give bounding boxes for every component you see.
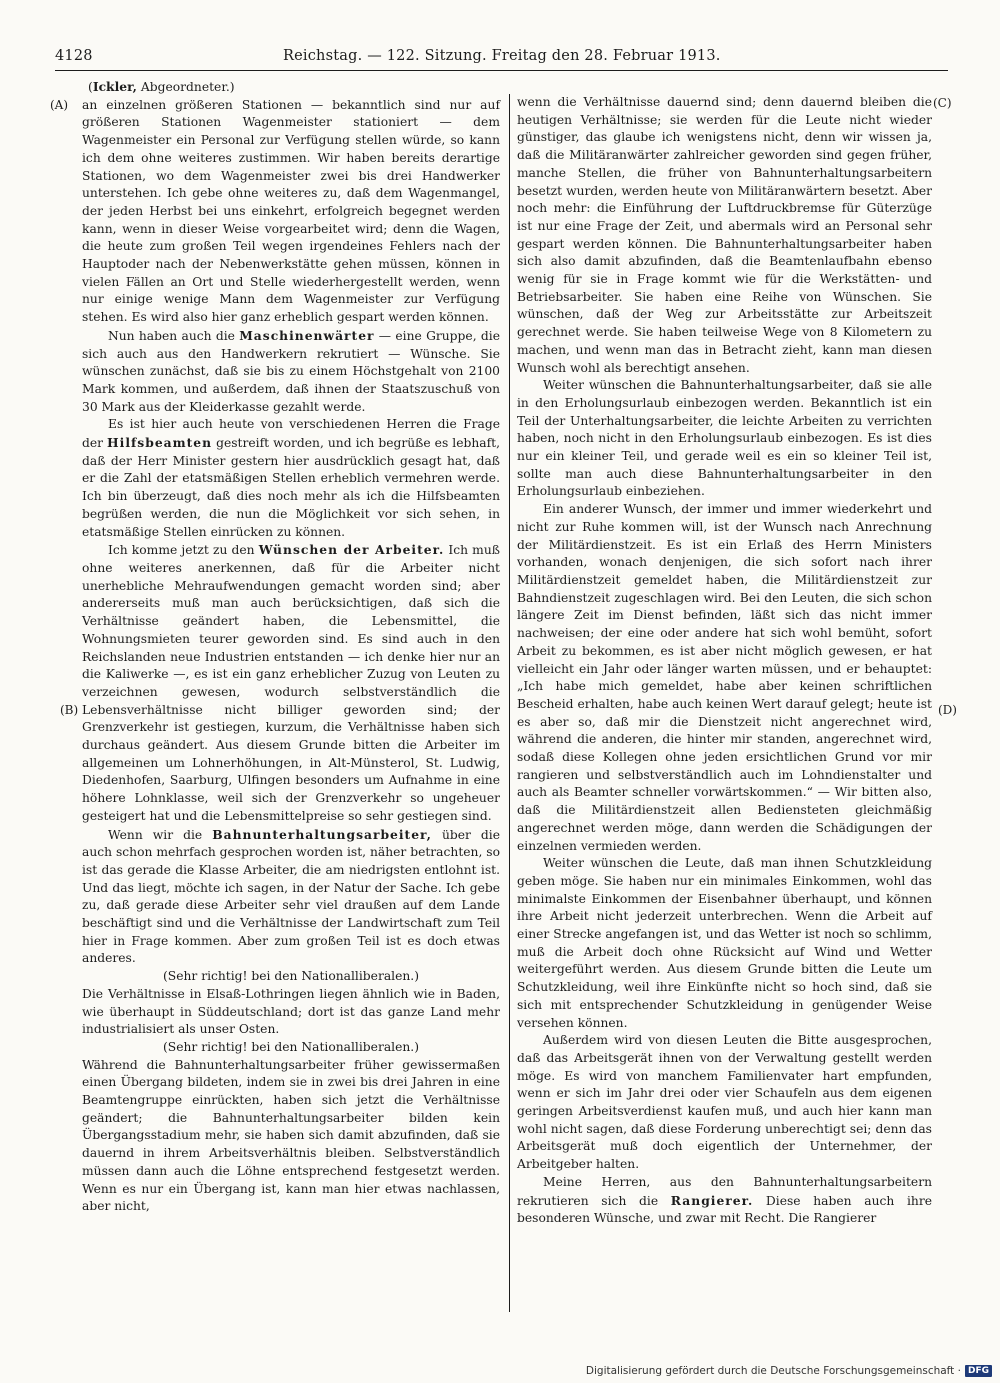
- dfg-logo: DFG: [965, 1365, 992, 1377]
- paragraph: an einzelnen größeren Stationen — bekanntlich sind nur auf größeren Stationen Wagenmeister stationiert — dem Wagenmeister ein Personal zur Verfügung stellen würde, so kann ich dem ohne weiteres zustimmen. Wir haben bereits derartige Stationen, wo dem Wagenmeister zwei bis drei Handwerker unterstehen. Ich gebe ohne weiteres zu, daß dem Wagenmangel, der jeden Herbst bei uns einkehrt, erfolgreich begegnet werden kann, wenn in dieser Weise vorgearbeitet wird; denn die Wagen, die heute zum großen Teil wegen irgendeines Fehlers nach der Hauptoder nach der Nebenwerkstätte gehen müssen, können in vielen Fällen an Ort und Stelle wiederhergestellt werden, wenn nur einige wenige Mann dem Wagenmeister zur Verfügung stehen. Es wird also hier ganz erheblich gespart werden können.: [82, 97, 500, 325]
- paragraph: Nun haben auch die Maschinenwärter — eine Gruppe, die sich auch aus den Handwerkern rekrutiert — Wünsche. Sie wünschen zunächst, daß sie bis zu einem Höchstgehalt von 2100 Mark kommen, und außerdem, daß ihnen der Staatszuschuß von 30 Mark aus der Kleiderkasse gezahlt werde.: [82, 327, 500, 414]
- paragraph: Ich komme jetzt zu den Wünschen der Arbeiter. Ich muß ohne weiteres anerkennen, daß für die Arbeiter nicht unerhebliche Mehraufwendungen gemacht worden sind; aber andererseits muß man auch berücksichtigen, daß sich die Verhältnisse geändert haben, die Lebensmittel, die Wohnungsmieten teurer geworden sind. Es sind auch in den Reichslanden neue Industrien entstanden — ich denke hier nur an die Kaliwerke —, es ist ein ganz erheblicher Zuzug von Leuten zu verzeichnen gewesen, wodurch selbstverständlich die Lebensverhältnisse nicht billiger geworden sind; der Grenzverkehr ist gestiegen, kurzum, die Verhältnisse haben sich durchaus geändert. Aus diesem Grunde bitten die Arbeiter im allgemeinen um Lohnerhöhungen, in Alt-Münsterol, St. Ludwig, Diedenhofen, Saarburg, Ulfingen besonders um Aufnahme in eine höhere Lohnklasse, weil sich der Grenzverkehr so ungeheuer gesteigert hat und die Lebensmittelpreise so sehr gestiegen sind.: [82, 542, 500, 823]
- digitization-footer: [586, 1365, 992, 1377]
- running-title: Reichstag. — 122. Sitzung. Freitag den 28. Februar 1913.: [283, 48, 721, 64]
- emphasis: Hilfsbeamten: [107, 435, 213, 451]
- emphasis: Maschinenwärter: [239, 327, 375, 343]
- paragraph: Außerdem wird von diesen Leuten die Bitte ausgesprochen, daß das Arbeitsgerät ihnen von der Verwaltung gestellt werden möge. Es wird von manchem Familienvater hart empfunden, wenn er sich im Jahr drei oder vier Schaufeln aus dem eigenen geringen Arbeitsverdienst kaufen muß, und auch hier kann man wohl nicht sagen, daß diese Forderung unberechtigt sei; denn das Arbeitsgerät muß doch eigentlich der Unternehmer, der Arbeitgeber halten.: [517, 1033, 932, 1172]
- paragraph: Meine Herren, aus den Bahnunterhaltungsarbeitern rekrutieren sich die Rangierer. Diese haben auch ihre besonderen Wünsche, und zwar mit Recht. Die Rangierer: [517, 1174, 932, 1226]
- page-number: 4128: [55, 48, 93, 64]
- right-column: [517, 94, 932, 1228]
- paragraph: Ein anderer Wunsch, der immer und immer wiederkehrt und nicht zur Ruhe kommen will, ist der Wunsch nach Anrechnung der Militärdienstzeit. Es ist ein Erlaß des Herrn Ministers vorhanden, wonach denjenigen, die sich sofort nach ihrer Militärdienstzeit gemeldet haben, die Militärdienstzeit zur Bahndienstzeit zugeschlagen wird. Bei den Leuten, die sich schon längere Zeit im Dienst befinden, läßt sich das nicht immer nachweisen; der eine oder andere hat sich wohl bemüht, sofort Arbeit zu bekommen, es ist aber nicht möglich gewesen, er hat vielleicht ein Jahr oder länger warten müssen, und er behauptet: „Ich habe mich gemeldet, habe aber keinen schriftlichen Bescheid erhalten, habe auch keinen Wert darauf gelegt; heute ist es aber so, daß mir die Dienstzeit nicht angerechnet wird, während die anderen, die hinter mir standen, angerechnet wird, sodaß diese Kollegen ohne jeden ersichtlichen Grund vor mir rangieren und selbstverständlich auch im Lohndienstalter und auch als Beamter schneller vorwärtskommen.“ — Wir bitten also, daß die Militärdienstzeit allen Bediensteten gleichmäßig angerechnet werden möge, dann werden die Schädigungen der einzelnen vermieden werden.: [517, 502, 932, 853]
- header-rule: [55, 70, 948, 71]
- emphasis: Bahnunterhaltungsarbeiter,: [212, 826, 432, 842]
- column-divider: [509, 94, 510, 1312]
- page-header: [55, 48, 945, 70]
- speaker-attribution: (Ickler, Abgeordneter.): [88, 79, 235, 94]
- paragraph: Während die Bahnunterhaltungsarbeiter früher gewissermaßen einen Übergang bildeten, indem sie in zwei bis drei Jahren in eine Beamtengruppe einrückten, haben sich jetzt die Verhältnisse geändert; die Bahnunterhaltungsarbeiter bilden kein Übergangsstadium mehr, sie haben sich damit abzufinden, daß sie dauernd in ihrem Arbeitsverhältnis bleiben. Selbstverständlich müssen dann auch die Löhne entsprechend festgesetzt werden. Wenn es nur ein Übergang ist, kann man hier etwas nachlassen, aber nicht,: [82, 1057, 500, 1214]
- emphasis: Rangierer.: [670, 1192, 754, 1208]
- interjection: (Sehr richtig! bei den Nationalliberalen.): [162, 1039, 419, 1054]
- speaker-role: Abgeordneter.): [136, 80, 235, 94]
- margin-marker-b: (B): [60, 703, 79, 717]
- margin-marker-c: (C): [933, 96, 952, 110]
- emphasis: Wünschen der Arbeiter.: [258, 542, 445, 558]
- speaker-name: Ickler,: [92, 79, 137, 94]
- left-column: [82, 78, 500, 1216]
- interjection: (Sehr richtig! bei den Nationalliberalen.): [162, 969, 419, 984]
- paragraph: Wenn wir die Bahnunterhaltungsarbeiter, über die auch schon mehrfach gesprochen worden ist, näher betrachten, so ist das gerade die Klasse Arbeiter, die am niedrigsten entlohnt ist. Und das liegt, möchte ich sagen, in der Natur der Sache. Ich gebe zu, daß gerade diese Arbeiter sehr viel draußen auf dem Lande beschäftigt sind und die Verhältnisse der Landwirtschaft zum Teil hier in Frage kommen. Aber zum großen Teil ist es doch etwas anderes.: [82, 826, 500, 966]
- margin-marker-a: (A): [50, 98, 69, 112]
- paragraph: Weiter wünschen die Leute, daß man ihnen Schutzkleidung geben möge. Sie haben nur ein minimales Einkommen, wohl das minimalste Einkommen der Eisenbahner überhaupt, und können ihre Arbeit nicht jederzeit unterbrechen. Wenn die Arbeit auf einer Strecke angefangen ist, und das Wetter ist noch so schlimm, muß die Arbeit doch ohne Rücksicht auf Wind und Wetter weitergeführt werden. Aus diesem Grunde bitten die Leute um Schutzkleidung, weil ihre Einkünfte nicht so hoch sind, daß sie sich mit entsprechender Schutzkleidung in genügender Weise versehen können.: [517, 856, 932, 1030]
- paragraph: wenn die Verhältnisse dauernd sind; denn dauernd bleiben die heutigen Verhältnisse; sie werden für die Leute nicht wieder günstiger, das glaube ich wenigstens nicht, denn wir wissen ja, daß die Militäranwärter zahlreicher geworden sind gegen früher, manche Stellen, die früher von Bahnunterhaltungsarbeitern besetzt wurden, werden heute von Militäranwärtern besetzt. Aber noch mehr: die Einführung der Luftdruckbremse für Güterzüge ist nur eine Frage der Zeit, und abermals wird an Personal sehr gespart werden können. Die Bahnunterhaltungsarbeiter haben sich also damit abzufinden, daß die Beamtenlaufbahn ebenso wenig für sie in Frage kommt wie für die Werkstätten- und Betriebsarbeiter. Sie haben eine Reihe von Wünschen. Sie wünschen, daß der Weg zur Arbeitsstätte zur Arbeitszeit gerechnet werde. Sie haben teilweise Wege von 8 Kilometern zu machen, und wenn man das in Betracht zieht, kann man diesen Wunsch wohl als berechtigt ansehen.: [517, 95, 932, 375]
- footer-text: Digitalisierung gefördert durch die Deutsche Forschungsgemeinschaft ·: [585, 1365, 961, 1377]
- margin-marker-d: (D): [938, 703, 957, 717]
- paragraph: Es ist hier auch heute von verschiedenen Herren die Frage der Hilfsbeamten gestreift worden, und ich begrüße es lebhaft, daß der Herr Minister gestern hier ausdrücklich gesagt hat, daß er die Zahl der etatsmäßigen Stellen erheblich vermehren werde. Ich bin überzeugt, daß dies noch mehr als ich die Hilfsbeamten begrüßen werden, die nun die Möglichkeit vor sich sehen, in etatsmäßige Stellen einrücken zu können.: [82, 417, 501, 539]
- paragraph: Weiter wünschen die Bahnunterhaltungsarbeiter, daß sie alle in den Erholungsurlaub einbezogen werden. Bekanntlich ist ein Teil der Unterhaltungsarbeiter, die leichte Arbeiten zu verrichten haben, noch nicht in den Erholungsurlaub einbezogen. Es ist dies nur ein kleiner Teil, und gerade weil es ein so kleiner Teil ist, sollte man auch diese Bahnunterhaltungsarbeiter in den Erholungsurlaub einbeziehen.: [517, 378, 932, 499]
- paragraph: Die Verhältnisse in Elsaß-Lothringen liegen ähnlich wie in Baden, wie überhaupt in Süddeutschland; dort ist das ganze Land mehr industrialisiert als unser Osten.: [82, 986, 500, 1037]
